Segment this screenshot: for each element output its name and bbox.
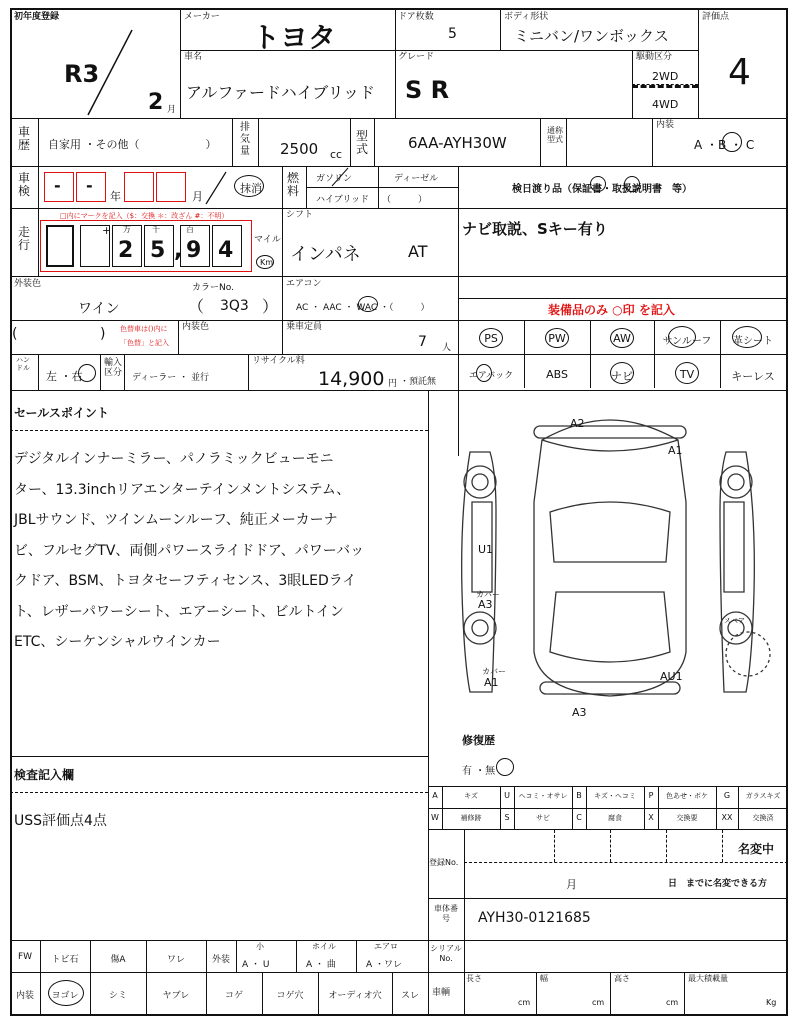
equip-aw: AW xyxy=(613,332,631,345)
capacity-unit: 人 xyxy=(442,343,452,353)
sales-line: ター、13.3inchリアエンターテインメントシステム、 xyxy=(14,481,351,498)
interior-check-4: コゲ xyxy=(224,991,243,1001)
name-change-month: 月 xyxy=(566,878,577,891)
size-label: 車輌 xyxy=(432,988,451,998)
km-label: Km xyxy=(260,258,274,267)
recycle-label: リサイクル料 xyxy=(252,356,305,366)
score: 4 xyxy=(728,52,751,93)
width-label: 幅 xyxy=(540,974,548,983)
exterior-check-1: トビ石 xyxy=(51,955,79,965)
ac-options: AC ・ AAC ・ WAC ・（ ） xyxy=(296,303,430,313)
legend-desc: 腐食 xyxy=(608,814,622,822)
interior-check-0: 内装 xyxy=(15,991,34,1001)
fuel-hybrid: ハイブリッド xyxy=(316,195,370,205)
legend-desc: サビ xyxy=(536,814,550,822)
serial-label: シリアルNo. xyxy=(430,944,462,963)
fuel-label: 燃料 xyxy=(286,171,299,198)
color-no: 3Q3 xyxy=(220,298,249,314)
history: 自家用 ・その他（ ） xyxy=(48,138,217,151)
import-label: 輸入区分 xyxy=(104,358,123,378)
ext-color: ワイン xyxy=(78,301,120,317)
model: アルファードハイブリッド xyxy=(186,83,375,102)
shift-label: シフト xyxy=(286,210,314,220)
fuel-diesel: ディーゼル xyxy=(394,174,439,184)
shaken-year-unit: 年 xyxy=(110,190,121,203)
displacement: 2500 xyxy=(280,140,319,158)
legend-code: XX xyxy=(721,813,733,822)
body-label: ボディ形状 xyxy=(504,12,549,22)
legend-code: A xyxy=(432,791,438,800)
damage-mark-cover-2: カバー xyxy=(482,667,506,676)
capacity-label: 乗車定員 xyxy=(286,322,323,332)
sales-points xyxy=(14,444,424,658)
repair-label: 修復歴 xyxy=(462,734,495,747)
recycle-value: 14,900 xyxy=(318,368,385,390)
equip-header: 装備品のみ ○印 を記入 xyxy=(548,303,675,317)
legend-desc: 色あせ・ボケ xyxy=(666,792,708,800)
reg-month-unit: 月 xyxy=(167,105,177,115)
unit-sen: 千 xyxy=(152,225,160,234)
legend-code: S xyxy=(504,813,510,822)
damage-mark-a3-rear: A3 xyxy=(572,706,587,719)
aero-options: A ・ワレ xyxy=(366,960,403,970)
doors-label: ドア枚数 xyxy=(398,12,434,22)
legend-code: G xyxy=(723,791,731,800)
unit-hyaku: 百 xyxy=(186,225,194,234)
type-label: 型式 xyxy=(355,129,368,156)
import-options: ディーラー ・ 並行 xyxy=(132,373,210,383)
date-slash xyxy=(80,25,140,120)
interior-check-6: オーディオ穴 xyxy=(328,991,382,1001)
fuel-gasoline: ガソリン xyxy=(316,174,353,184)
maker-label: メーカー xyxy=(184,12,220,22)
sales-line: ト、レザーパワーシート、エアーシート、ビルトイン xyxy=(14,603,344,620)
interior-check-1: ヨゴレ xyxy=(51,991,79,1001)
score-label: 評価点 xyxy=(702,12,730,22)
equip-keyless: キーレス xyxy=(731,370,775,383)
exterior-check-0: FW xyxy=(17,952,33,962)
odo-digit-1: 2 xyxy=(118,238,134,263)
shaken-month-unit: 月 xyxy=(192,190,203,203)
aero-label: エアロ xyxy=(374,942,398,951)
mile-label: マイル xyxy=(254,235,281,245)
dirt-circle xyxy=(48,980,84,1006)
equip-pw: PW xyxy=(548,332,566,345)
interior-label: 内装 xyxy=(656,120,675,130)
length-unit: cm xyxy=(518,998,531,1007)
ext-label: 外装 xyxy=(212,955,231,965)
maker: トヨタ xyxy=(252,21,337,54)
equip-leather: 革シート xyxy=(733,336,773,347)
mileage-label: 走行 xyxy=(17,225,30,252)
legend-code: P xyxy=(648,791,654,800)
history-label: 車歴 xyxy=(17,125,30,152)
damage-mark-a1-bottom: A1 xyxy=(484,676,499,689)
sales-line: デジタルインナーミラー、パノラミックビューモニ xyxy=(14,451,334,467)
shift-position: インパネ xyxy=(290,244,361,265)
equip-tv: TV xyxy=(679,368,695,381)
color-no-label: カラーNo. xyxy=(192,283,234,293)
odo-digit-4: 4 xyxy=(218,238,234,263)
reg-no-label: 登録No. xyxy=(429,858,459,867)
damage-mark-a1-top: A1 xyxy=(668,444,683,457)
exterior-check-2: 傷A xyxy=(110,955,126,965)
small-label: 小 xyxy=(256,942,264,951)
legend-code: W xyxy=(431,813,439,822)
legend-desc: キズ xyxy=(464,792,478,800)
capacity: 7 xyxy=(418,334,427,350)
damage-mark-a3-left: A3 xyxy=(478,598,493,611)
mark-note: □内にマークを記入（$：交換 ＊：改ざん #：不明） xyxy=(60,212,229,220)
handle: 左 ・右 xyxy=(46,370,83,383)
legend-code: C xyxy=(576,813,582,822)
wheel-label: ホイル xyxy=(312,942,336,951)
legend-desc: キズ・ヘコミ xyxy=(594,792,636,800)
displacement-unit: cc xyxy=(330,148,343,161)
interior-grade-circle xyxy=(722,132,742,152)
equip-abs: ABS xyxy=(546,368,568,381)
odo-digit-2: 5 xyxy=(150,238,166,263)
small-options: A ・ U xyxy=(242,960,270,970)
equip-ps: PS xyxy=(484,332,498,345)
sales-line: JBLサウンド、ツインムーンルーフ、純正メーカーナ xyxy=(14,512,338,528)
equip-airbag: エアバック xyxy=(468,371,514,381)
remarks-note: ナビ取説、Sキー有り xyxy=(462,220,608,238)
grade: S R xyxy=(405,76,450,104)
damage-mark-u1: U1 xyxy=(478,543,494,556)
legend-desc: ヘコミ・オサレ xyxy=(518,792,568,800)
body-shape: ミニバン/ワンボックス xyxy=(514,27,669,45)
common-type-label: 通称型式 xyxy=(547,126,563,144)
interior-check-5: コゲ穴 xyxy=(276,991,304,1001)
reg-year: R3 xyxy=(64,60,100,88)
recycle-unit: 円 xyxy=(388,379,398,389)
length-label: 長さ xyxy=(466,974,482,983)
interior-check-2: シミ xyxy=(108,991,127,1001)
exterior-check-3: ワレ xyxy=(166,955,185,965)
vin-label: 車体番号 xyxy=(434,904,458,923)
name-change: 名変中 xyxy=(738,842,775,856)
name-change-day: 日 までに名変できる方 xyxy=(668,879,768,889)
legend-code: X xyxy=(648,813,654,822)
sales-line: ETC、シーケンシャルウインカー xyxy=(14,634,221,650)
odometer-digit-0 xyxy=(46,225,74,267)
spare-label: スペア xyxy=(724,617,745,625)
damage-mark-a2: A2 xyxy=(570,417,585,430)
shaken-year-b: - xyxy=(86,176,93,195)
interior-check-3: ヤブレ xyxy=(162,991,190,1001)
legend-desc: 補修跡 xyxy=(460,814,482,822)
drive-2wd: 2WD xyxy=(652,70,679,83)
doors: 5 xyxy=(448,26,457,42)
equip-navi: ナビ xyxy=(611,370,633,383)
shaken-label: 車検 xyxy=(17,171,30,198)
weight-unit: Kg xyxy=(766,998,777,1007)
drive-4wd: 4WD xyxy=(652,98,679,111)
displacement-label: 排気量 xyxy=(240,122,250,157)
width-unit: cm xyxy=(592,998,605,1007)
grade-label: グレード xyxy=(398,52,435,62)
legend-code: U xyxy=(504,791,510,800)
ac-label: エアコン xyxy=(286,279,322,289)
reg-month: 2 xyxy=(148,90,164,115)
shaken-year-a: - xyxy=(54,176,61,195)
shift-type: AT xyxy=(408,242,428,261)
first-reg-label: 初年度登録 xyxy=(14,12,60,22)
legend-desc: ガラスキズ xyxy=(745,792,781,800)
sales-line: クドア、BSM、トヨタセーフティセンス、3眼LEDライ xyxy=(14,573,357,589)
int-color-label: 内装色 xyxy=(182,322,210,332)
height-label: 高さ xyxy=(614,974,630,983)
interior-grades: A ・B ・ C xyxy=(694,138,755,152)
type-value: 6AA-AYH30W xyxy=(408,134,507,152)
weight-label: 最大積載量 xyxy=(688,974,728,983)
documents-label: 検日渡り品（保証書・取扱説明書 等） xyxy=(512,184,692,195)
drive-label: 駆動区分 xyxy=(636,52,673,62)
inspection-title: 検査記入欄 xyxy=(14,768,75,782)
legend-desc: 交換済 xyxy=(752,814,774,822)
fuel-paren: （ ） xyxy=(382,195,428,205)
legend-desc: 交換要 xyxy=(676,814,698,822)
sales-line: ビ、フルセグTV、両側パワースライドドア、パワーバッ xyxy=(14,542,365,559)
repair-value: 有 ・無 xyxy=(462,766,496,777)
wheel-options: A ・ 曲 xyxy=(306,960,336,970)
inspection-text: USS評価点4点 xyxy=(14,813,107,829)
sales-title: セールスポイント xyxy=(14,406,109,420)
color-change-note-2: 「色替」と記入 xyxy=(120,339,169,347)
vin: AYH30-0121685 xyxy=(478,910,591,926)
legend-code: B xyxy=(576,791,582,800)
unit-man: 万 xyxy=(123,225,131,234)
damage-mark-cover-1: カバー xyxy=(476,590,500,599)
handle-label: ハンドル xyxy=(16,356,30,372)
odo-digit-3: 9 xyxy=(186,238,202,263)
equip-sunroof: サンルーフ xyxy=(662,336,712,347)
recycle-deposit: ・預託無 xyxy=(400,377,437,387)
interior-check-7: スレ xyxy=(400,991,419,1001)
model-label: 車名 xyxy=(184,52,203,62)
ext-color-label: 外装色 xyxy=(14,279,42,289)
color-change-note-1: 色替車は()内に xyxy=(120,325,168,333)
damage-mark-au1: AU1 xyxy=(660,670,683,683)
shaken-not-registered: 抹消 xyxy=(240,182,262,195)
height-unit: cm xyxy=(666,998,679,1007)
